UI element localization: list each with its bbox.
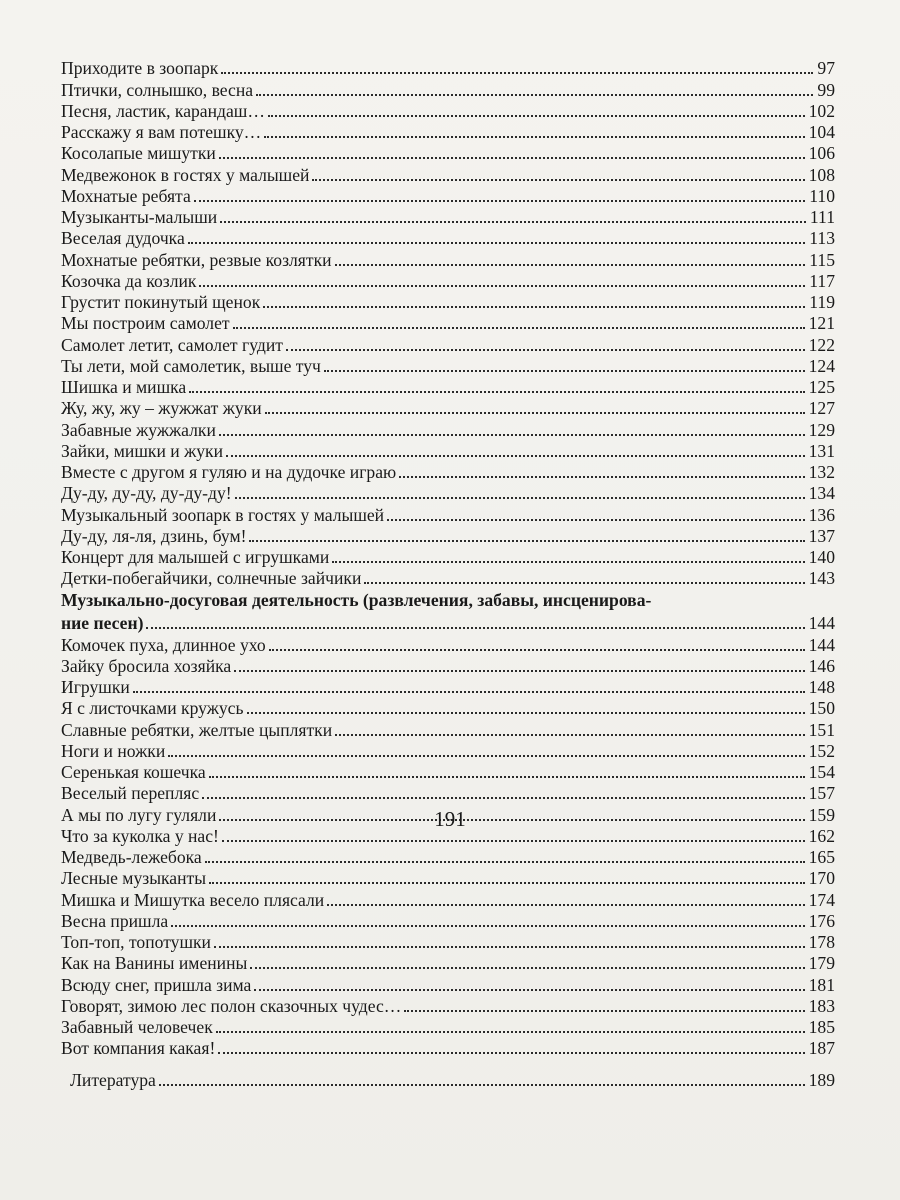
leader-dots <box>205 861 805 863</box>
toc-entry[interactable] <box>61 121 835 142</box>
toc-entry-page: 157 <box>808 783 835 804</box>
toc-list-main <box>61 57 835 588</box>
toc-entry-page: 178 <box>808 932 835 952</box>
toc-entry-page: 125 <box>808 377 835 397</box>
toc-entry-title: Концерт для малышей с игрушками <box>61 547 330 567</box>
toc-entry-page: 181 <box>808 974 835 995</box>
toc-entry[interactable] <box>61 312 835 333</box>
toc-list-section <box>61 633 835 1058</box>
section-page-number: 144 <box>808 613 835 634</box>
toc-entry-title: Медведь-лежебока <box>61 847 202 867</box>
toc-entry[interactable] <box>61 100 835 121</box>
toc-entry-title: Грустит покинутый щенок <box>61 292 261 312</box>
toc-entry-page: 134 <box>808 483 835 504</box>
leader-dots <box>189 391 804 393</box>
toc-entry-title: Мишка и Мишутка весело плясали <box>61 889 325 910</box>
toc-entry-title: Лесные музыканты <box>61 868 207 889</box>
page-number: 191 <box>434 807 466 831</box>
toc-entry-page: 170 <box>808 868 835 889</box>
leader-dots <box>404 1010 804 1012</box>
leader-dots <box>226 455 805 457</box>
toc-entry-title: Ты лети, мой самолетик, выше туч <box>61 355 321 376</box>
toc-entry-page: 185 <box>808 1017 835 1037</box>
toc-entry[interactable] <box>61 248 835 269</box>
toc-entry-page: 117 <box>809 270 835 291</box>
toc-entry-page: 102 <box>808 100 835 121</box>
toc-entry-title: Ду-ду, ду-ду, ду-ду-ду! <box>61 483 232 504</box>
toc-entry-page: 189 <box>808 1069 835 1090</box>
toc-entry-title: Музыканты-малыши <box>61 207 218 227</box>
toc-entry[interactable] <box>61 633 835 654</box>
toc-entry[interactable] <box>61 57 835 78</box>
toc-entry[interactable] <box>61 185 835 206</box>
toc-entry-title: Как на Ванины именины <box>61 953 248 974</box>
leader-dots <box>264 136 804 138</box>
toc-entry-page: 137 <box>808 525 835 546</box>
leader-dots <box>214 946 805 948</box>
toc-entry-page: 129 <box>808 419 835 440</box>
leader-dots <box>168 755 804 757</box>
toc-entry-title: Козочка да козлик <box>61 270 197 291</box>
toc-entry-page: 176 <box>808 910 835 931</box>
toc-entry-title: Всюду снег, пришла зима <box>61 974 252 995</box>
toc-entry[interactable] <box>61 142 835 163</box>
toc-entry-title: Самолет летит, самолет гудит <box>61 334 283 355</box>
toc-entry-title: Веселый перепляс <box>61 783 200 804</box>
leader-dots <box>387 519 805 521</box>
toc-entry-page: 152 <box>808 740 835 761</box>
section-title-line2: ние песен) <box>61 613 144 634</box>
leader-dots <box>332 561 804 563</box>
toc-entry[interactable] <box>61 163 835 184</box>
toc-entry[interactable] <box>61 291 835 312</box>
leader-dots <box>254 989 804 991</box>
leader-dots <box>324 370 805 372</box>
toc-entry[interactable] <box>61 227 835 248</box>
toc-entry-page: 104 <box>808 122 835 142</box>
toc-entry[interactable] <box>61 503 835 524</box>
toc-entry-title: Жу, жу, жу – жужжат жуки <box>61 398 262 419</box>
leader-dots <box>249 540 804 542</box>
leader-dots <box>194 200 805 202</box>
leader-dots <box>218 1052 804 1054</box>
toc-entry-title: Косолапые мишутки <box>61 143 216 164</box>
toc-entry-page: 122 <box>808 334 835 355</box>
toc-entry[interactable] <box>61 270 835 291</box>
leader-dots <box>335 734 804 736</box>
leader-dots <box>364 582 804 584</box>
leader-dots <box>216 1031 805 1033</box>
toc-entry-page: 183 <box>808 995 835 1016</box>
toc-entry[interactable] <box>61 333 835 354</box>
toc-entry[interactable] <box>61 846 835 867</box>
toc-entry[interactable] <box>61 376 835 397</box>
toc-entry-title: Ду-ду, ля-ля, дзинь, бум! <box>61 525 247 546</box>
toc-entry[interactable] <box>61 973 835 994</box>
toc-entry[interactable] <box>61 418 835 439</box>
toc-entry-title: Птички, солнышко, весна <box>61 79 254 100</box>
toc-entry-title: Приходите в зоопарк <box>61 58 219 79</box>
toc-entry-page: 150 <box>808 698 835 719</box>
toc-entry-page: 143 <box>808 568 835 589</box>
leader-dots <box>188 242 805 244</box>
toc-entry-page: 144 <box>808 634 835 655</box>
toc-entry[interactable] <box>61 206 835 227</box>
toc-entry[interactable] <box>61 525 835 546</box>
table-of-contents <box>61 57 835 1090</box>
toc-entry-title: Что за куколка у нас! <box>61 825 219 846</box>
toc-entry-title: Игрушки <box>61 677 130 697</box>
leader-dots <box>286 349 805 351</box>
leader-dots <box>219 157 805 159</box>
leader-dots <box>199 285 805 287</box>
toc-section-entry[interactable] <box>61 590 835 633</box>
toc-entry-title: Шишка и мишка <box>61 377 187 397</box>
toc-entry-page: 119 <box>809 292 835 312</box>
toc-entry[interactable] <box>61 440 835 461</box>
leader-dots <box>209 776 805 778</box>
leader-dots <box>235 497 805 499</box>
leader-dots <box>263 306 805 308</box>
leader-dots <box>171 925 804 927</box>
toc-entry[interactable] <box>61 740 835 761</box>
toc-entry-title: Расскажу я вам потешку… <box>61 122 262 142</box>
toc-entry-title: Вот компания какая! <box>61 1038 216 1059</box>
leader-dots <box>256 94 813 96</box>
toc-entry-title: Вместе с другом я гуляю и на дудочке играю <box>61 462 397 482</box>
toc-entry-title: Топ-топ, топотушки <box>61 932 211 952</box>
toc-entry[interactable] <box>61 676 835 697</box>
leader-dots <box>265 412 805 414</box>
toc-entry[interactable] <box>61 910 835 931</box>
toc-entry-page: 159 <box>808 804 835 825</box>
toc-entry[interactable] <box>61 718 835 739</box>
toc-entry-title: Забавный человечек <box>61 1017 213 1037</box>
toc-entry-page: 97 <box>817 58 835 79</box>
toc-entry-title: Я с листочками кружусь <box>61 698 244 719</box>
toc-entry-page: 174 <box>808 889 835 910</box>
toc-entry[interactable] <box>61 867 835 888</box>
toc-entry[interactable] <box>61 397 835 418</box>
toc-entry-title: Песня, ластик, карандаш… <box>61 100 265 121</box>
leader-dots <box>146 627 804 629</box>
toc-entry[interactable] <box>61 1016 835 1037</box>
leader-dots <box>233 327 805 329</box>
toc-entry[interactable] <box>61 567 835 588</box>
toc-entry-page: 115 <box>809 249 835 270</box>
toc-entry-page: 187 <box>808 1038 835 1059</box>
toc-entry-page: 146 <box>808 655 835 676</box>
toc-entry-page: 127 <box>808 398 835 419</box>
toc-entry[interactable] <box>61 355 835 376</box>
leader-dots <box>312 179 804 181</box>
toc-entry[interactable] <box>61 78 835 99</box>
toc-entry-page: 162 <box>808 825 835 846</box>
toc-entry[interactable] <box>61 761 835 782</box>
toc-entry-page: 148 <box>808 677 835 697</box>
toc-entry[interactable] <box>61 888 835 909</box>
toc-entry-page: 140 <box>808 547 835 567</box>
toc-entry-page: 106 <box>808 143 835 164</box>
toc-entry-title: Комочек пуха, длинное ухо <box>61 634 266 655</box>
toc-entry-page: 151 <box>808 719 835 740</box>
leader-dots <box>221 72 813 74</box>
toc-entry[interactable] <box>61 782 835 803</box>
leader-dots <box>219 434 805 436</box>
toc-entry-title: Мохнатые ребята <box>61 185 191 206</box>
toc-entry[interactable] <box>61 952 835 973</box>
toc-entry-page: 154 <box>808 762 835 782</box>
toc-entry-page: 136 <box>808 504 835 525</box>
leader-dots <box>250 967 804 969</box>
toc-entry-page: 132 <box>808 462 835 482</box>
toc-entry[interactable] <box>61 546 835 567</box>
toc-entry-page: 113 <box>809 228 835 249</box>
leader-dots <box>399 476 804 478</box>
toc-entry-title: Говорят, зимою лес полон сказочных чудес… <box>61 995 402 1016</box>
toc-entry[interactable] <box>61 461 835 482</box>
toc-entry-title: Детки-побегайчики, солнечные зайчики <box>61 568 362 589</box>
toc-entry-title: Весна пришла <box>61 910 169 931</box>
toc-entry-title: Веселая дудочка <box>61 228 185 249</box>
leader-dots <box>327 904 804 906</box>
toc-entry-title: Зайку бросила хозяйка <box>61 655 232 676</box>
leader-dots <box>202 797 804 799</box>
toc-entry-title: Мы построим самолет <box>61 313 230 334</box>
toc-entry-title: А мы по лугу гуляли <box>61 804 217 825</box>
toc-entry[interactable] <box>61 655 835 676</box>
toc-entry-title: Музыкальный зоопарк в гостях у малышей <box>61 504 385 525</box>
toc-entry-title: Мохнатые ребятки, резвые козлятки <box>61 249 332 270</box>
leader-dots <box>222 840 805 842</box>
toc-entry[interactable] <box>61 931 835 952</box>
toc-entry-title: Литература <box>70 1069 156 1090</box>
toc-entry-page: 165 <box>808 847 835 867</box>
toc-entry-literature[interactable] <box>61 1068 835 1089</box>
leader-dots <box>133 691 805 693</box>
leader-dots <box>209 882 805 884</box>
section-title-line1: Музыкально-досуговая деятельность (развлечения, забавы, инсценирова- <box>61 590 652 611</box>
toc-entry-title: Славные ребятки, желтые цыплятки <box>61 719 333 740</box>
leader-dots <box>247 712 805 714</box>
toc-entry[interactable] <box>61 482 835 503</box>
toc-entry-page: 131 <box>808 440 835 461</box>
toc-entry-title: Медвежонок в гостях у малышей <box>61 164 310 185</box>
leader-dots <box>234 670 804 672</box>
leader-dots <box>159 1084 805 1086</box>
toc-entry-title: Ноги и ножки <box>61 740 166 761</box>
toc-entry-page: 110 <box>809 185 835 206</box>
toc-entry-page: 121 <box>808 313 835 334</box>
leader-dots <box>268 115 805 117</box>
leader-dots <box>220 221 806 223</box>
toc-entry[interactable] <box>61 995 835 1016</box>
toc-entry-title: Зайки, мишки и жуки <box>61 440 223 461</box>
toc-entry-page: 179 <box>808 953 835 974</box>
leader-dots <box>269 649 805 651</box>
toc-entry-page: 99 <box>817 79 835 100</box>
toc-entry[interactable] <box>61 697 835 718</box>
toc-entry-title: Забавные жужжалки <box>61 419 216 440</box>
toc-entry-page: 124 <box>808 355 835 376</box>
leader-dots <box>335 264 806 266</box>
toc-entry[interactable] <box>61 1037 835 1058</box>
toc-entry-page: 108 <box>808 164 835 185</box>
toc-entry-page: 111 <box>809 207 835 227</box>
toc-entry-title: Серенькая кошечка <box>61 762 206 782</box>
